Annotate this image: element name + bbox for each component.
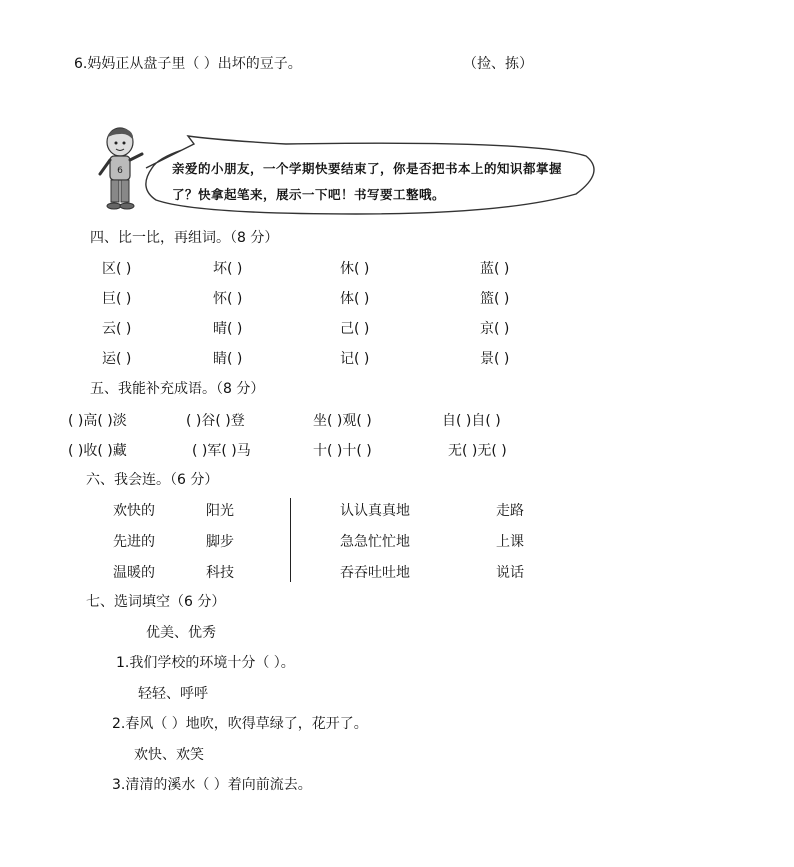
- word-choices: 欢快、欢笑: [134, 747, 204, 763]
- fill-sentence: 3.清清的溪水（ ）着向前流去。: [112, 777, 312, 793]
- s4-cell: 体( ): [340, 291, 370, 307]
- match-item: 先进的: [113, 534, 155, 550]
- s4-cell: 睛( ): [213, 351, 243, 367]
- s4-cell: 运( ): [102, 351, 132, 367]
- s5-cell: ( )谷( )登: [186, 413, 245, 429]
- section-5-title: 五、我能补充成语。（8 分）: [90, 381, 265, 397]
- s4-cell: 景( ): [480, 351, 510, 367]
- s4-cell: 京( ): [480, 321, 510, 337]
- match-item: 急急忙忙地: [340, 534, 410, 550]
- match-item: 科技: [206, 565, 234, 581]
- match-item: 阳光: [206, 503, 234, 519]
- s5-cell: 坐( )观( ): [313, 413, 372, 429]
- s4-cell: 巨( ): [102, 291, 132, 307]
- fill-sentence: 1.我们学校的环境十分（ ）。: [116, 655, 295, 671]
- s4-cell: 区( ): [102, 261, 132, 277]
- section-6-title: 六、我会连。（6 分）: [86, 472, 219, 488]
- match-item: 脚步: [206, 534, 234, 550]
- s5-cell: ( )收( )藏: [68, 443, 127, 459]
- s4-cell: 篮( ): [480, 291, 510, 307]
- section-7-title: 七、选词填空（6 分）: [86, 594, 226, 610]
- svg-text:6: 6: [117, 166, 123, 176]
- match-item: 认认真真地: [340, 503, 410, 519]
- match-item: 欢快的: [113, 503, 155, 519]
- s4-cell: 云( ): [102, 321, 132, 337]
- s4-cell: 怀( ): [213, 291, 243, 307]
- s4-cell: 蓝( ): [480, 261, 510, 277]
- s4-cell: 记( ): [340, 351, 370, 367]
- word-choices: 优美、优秀: [146, 625, 216, 641]
- fill-sentence: 2.春风（ ）地吹，吹得草绿了，花开了。: [112, 716, 368, 732]
- question-6-options: （捡、拣）: [463, 56, 533, 72]
- match-item: 走路: [496, 503, 524, 519]
- match-item: 上课: [496, 534, 524, 550]
- s4-cell: 坏( ): [213, 261, 243, 277]
- s5-cell: ( )高( )淡: [68, 413, 127, 429]
- s5-cell: ( )军( )马: [192, 443, 251, 459]
- word-choices: 轻轻、呼呼: [138, 686, 208, 702]
- match-item: 说话: [496, 565, 524, 581]
- s5-cell: 十( )十( ): [313, 443, 372, 459]
- section-4-title: 四、比一比，再组词。（8 分）: [90, 230, 279, 246]
- s5-cell: 自( )自( ): [442, 413, 501, 429]
- s4-cell: 休( ): [340, 261, 370, 277]
- s5-cell: 无( )无( ): [448, 443, 507, 459]
- question-6: 6.妈妈正从盘子里（ ）出坏的豆子。: [74, 56, 302, 72]
- s4-cell: 己( ): [340, 321, 370, 337]
- speech-bubble-text: 亲爱的小朋友，一个学期快要结束了，你是否把书本上的知识都掌握了？快拿起笔来，展示一下吧！书写要工整哦。: [172, 161, 563, 202]
- match-item: 吞吞吐吐地: [340, 565, 410, 581]
- matching-divider: [290, 498, 291, 582]
- s4-cell: 晴( ): [213, 321, 243, 337]
- match-item: 温暖的: [113, 565, 155, 581]
